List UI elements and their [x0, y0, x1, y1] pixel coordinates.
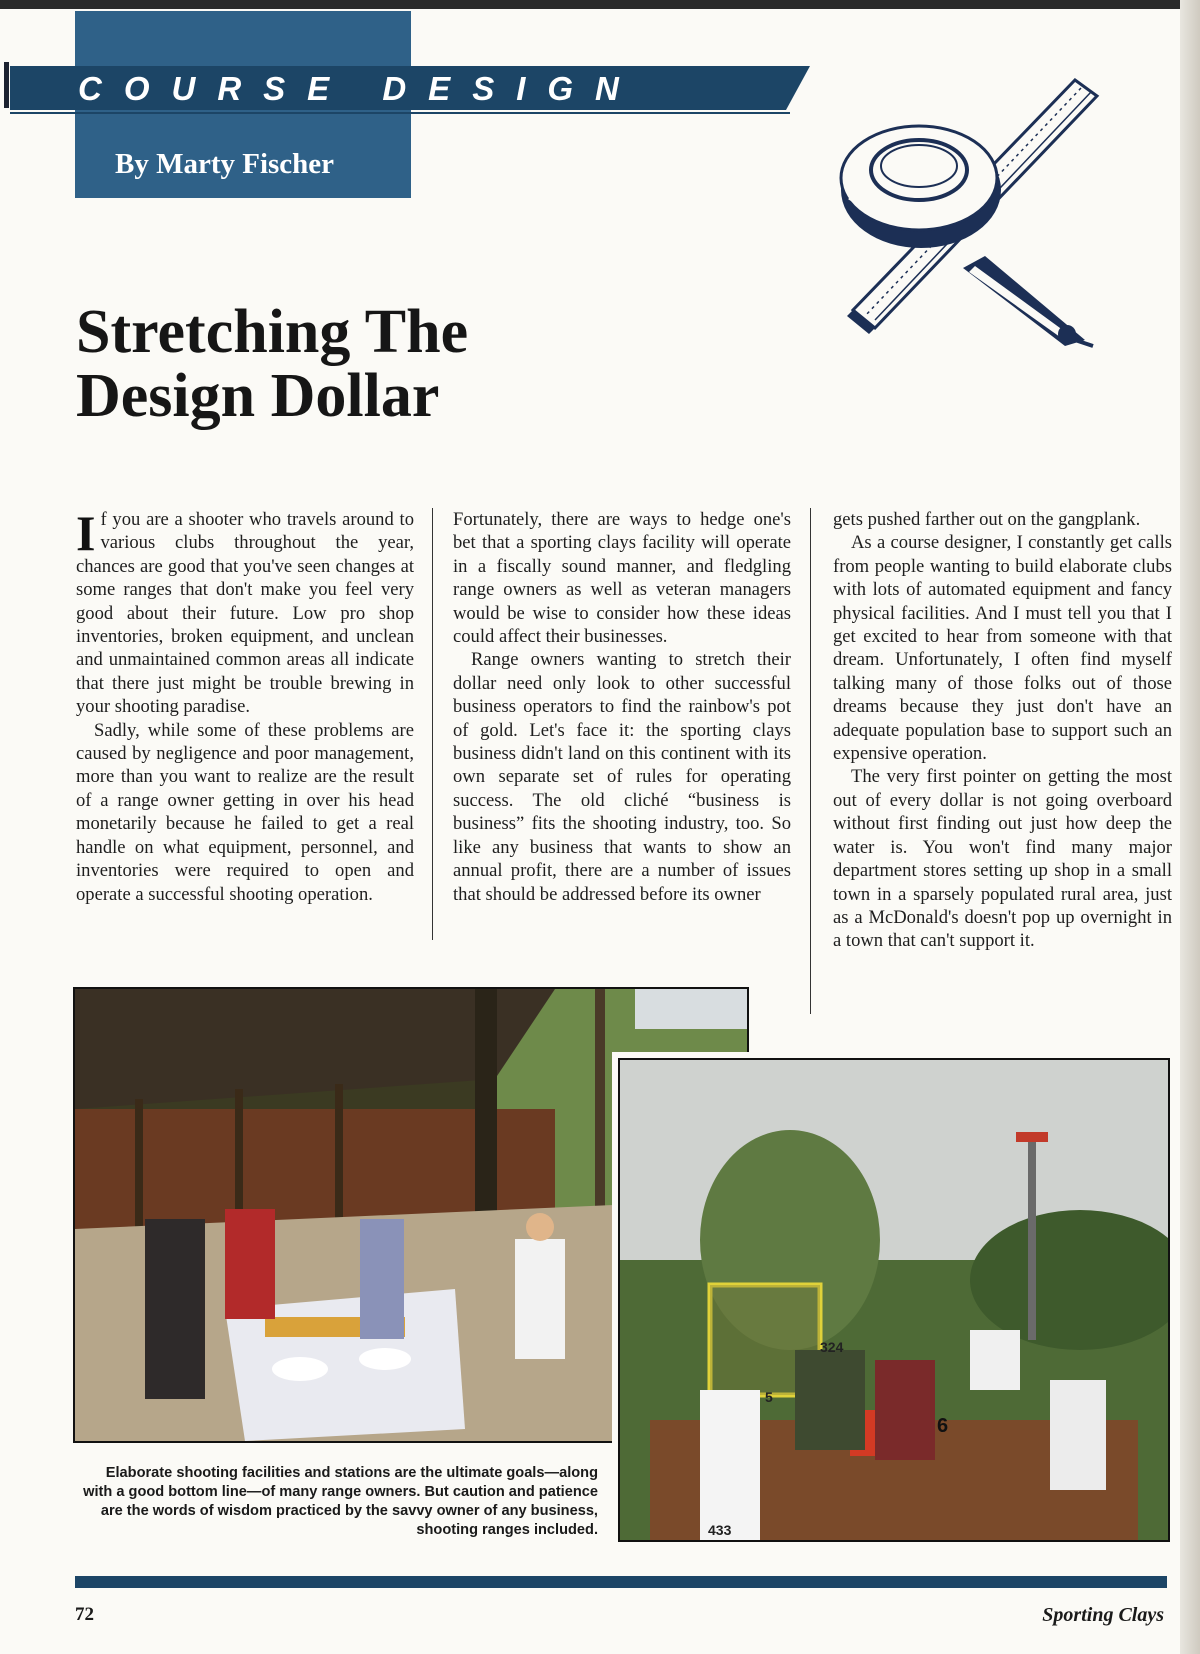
article-column-2	[453, 508, 791, 906]
footer-bar	[75, 1576, 1167, 1588]
paragraph	[76, 505, 414, 719]
paragraph: Fortunately, there are ways to hedge one's bet that a sporting clays facility will operate in a fiscally sound manner, and fledgling range owners as well as veteran managers would be wise to consider how these ideas could affect their businesses.	[453, 509, 791, 648]
paragraph: As a course designer, I constantly get calls from people wanting to build elaborate clubs with lots of automated equipment and fancy physical facilities. And I must tell you that I get excited to hear from someone with that dream. Unfortunately, I often find myself talking many of those folks out of those dreams because they just don't have an adequate population base to support such an expensive operation.	[833, 532, 1172, 765]
top-edge-rule	[0, 0, 1200, 9]
byline: By Marty Fischer	[115, 148, 335, 180]
vest-number: 324	[820, 1339, 844, 1355]
page-number: 72	[75, 1604, 94, 1625]
bib-number: 433	[708, 1522, 732, 1538]
station-number-sign: 6	[937, 1415, 949, 1437]
column-divider	[810, 508, 811, 1014]
clay-target-illustration	[835, 78, 1145, 370]
article-column-1	[76, 505, 414, 906]
page-spine-shadow	[1180, 0, 1200, 1654]
section-band-underline	[10, 112, 790, 114]
paragraph: The very first pointer on getting the most out of every dollar is not going overboard without first finding out just how deep the water is. You won't find many major department stores setting up shop in a small town in a sparsely populated rural area, just as a McDonald's doesn't pop up overnight in a town that can't support it.	[833, 766, 1172, 952]
paragraph: Range owners wanting to stretch their dollar need only look to other successful business operators to find the rainbow's pot of gold. Let's face it: the sporting clays business didn't land on this continent with its own separate set of rules for operating success. The old cliché “business is business” fits the shooting industry, too. So like any business that wants to show an annual profit, there are a number of issues that should be addressed before its owner	[453, 649, 791, 905]
clay-target-icon	[841, 126, 1001, 248]
registration-mark	[4, 62, 9, 108]
section-kicker: COURSE DESIGN	[78, 70, 641, 107]
article-column-3	[833, 508, 1172, 953]
drop-cap: I	[76, 505, 96, 561]
article-headline: Stretching The Design Dollar	[76, 298, 469, 430]
publication-name: Sporting Clays	[1042, 1604, 1164, 1626]
paragraph: Sadly, while some of these problems are caused by negligence and poor management, more than you want to realize are the result of a range owner getting in over his head monetarily because he failed to get a real handle on what equipment, personnel, and inventories were required to open and operate a successful shooting operation.	[76, 719, 414, 905]
shooting-station-photo	[618, 1058, 1170, 1542]
paragraph-text: f you are a shooter who travels around to various clubs throughout the year, chances are good that you've seen changes at some ranges that don't make you feel very good about their future. Low pro shop inventories, broken equipment, and unclean and unmaintained common areas all indicate that there just might be trouble brewing in your shooting paradise.	[76, 509, 414, 718]
station-post-number: 5	[765, 1389, 773, 1405]
paragraph: gets pushed farther out on the gangplank.	[833, 509, 1141, 530]
column-divider	[432, 508, 433, 940]
photo-caption: Elaborate shooting facilities and stations are the ultimate goals—along with a good bottom line—of many range owners. But caution and patience are the words of wisdom practiced by the savvy owner of any business, shooting ranges included.	[83, 1465, 598, 1538]
